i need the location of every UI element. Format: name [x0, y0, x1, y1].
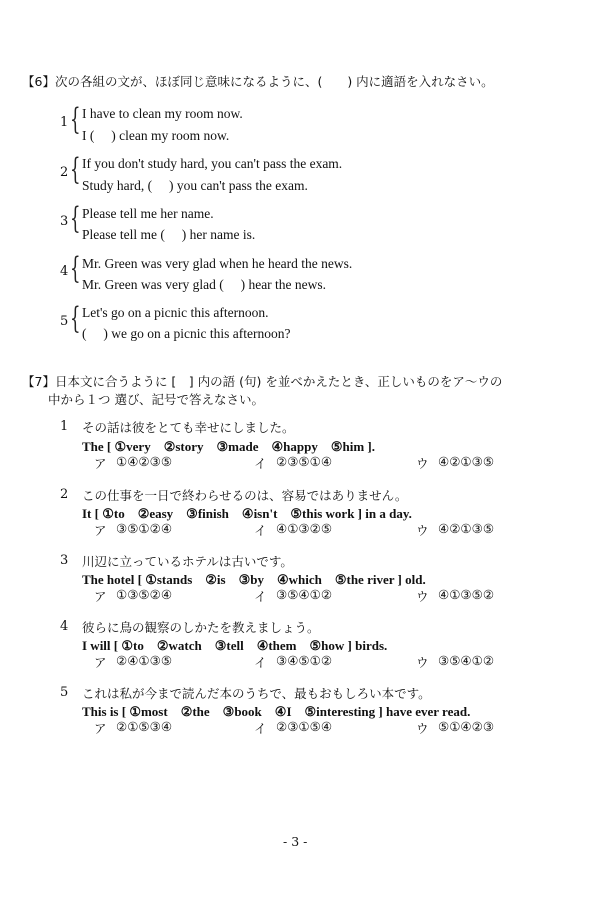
- sentence-b: I ( ) clean my room now.: [82, 128, 230, 143]
- choice-u-label: ウ: [416, 456, 429, 471]
- japanese-sentence: その話は彼をとても幸せにしました。: [82, 420, 295, 435]
- sentence-b: Study hard, ( ) you can't pass the exam.: [82, 178, 308, 193]
- word-order-prompt: The [ ①very ②story ③made ④happy ⑤him ].: [82, 439, 375, 454]
- choice-u-sequence: ⑤①④②③: [438, 719, 495, 734]
- section-7-heading-line-1: 【7】日本文に合うように [ ] 内の語 (句) を並べかえたとき、正しいものをア〜ウの: [22, 374, 503, 389]
- word-order-prompt: I will [ ①to ②watch ③tell ④them ⑤how ] birds.: [82, 638, 388, 653]
- choice-a-label: ア: [94, 721, 107, 736]
- sentence-a: I have to clean my room now.: [82, 106, 243, 121]
- choice-u-sequence: ④②①③⑤: [438, 454, 495, 469]
- choice-i-label: イ: [254, 523, 267, 538]
- question-number: 2: [60, 487, 69, 502]
- choice-u-label: ウ: [416, 655, 429, 670]
- page-number: - 3 -: [283, 834, 308, 849]
- sentence-b: Please tell me ( ) her name is.: [82, 227, 256, 242]
- sentence-a: Mr. Green was very glad when he heard the news.: [82, 256, 353, 271]
- brace-icon: {: [70, 251, 81, 286]
- brace-icon: {: [70, 102, 81, 137]
- item-number: 4: [60, 264, 69, 279]
- japanese-sentence: 彼らに鳥の観察のしかたを教えましょう。: [82, 620, 320, 635]
- question-number: 5: [60, 685, 69, 700]
- brace-icon: {: [70, 152, 81, 187]
- item-number: 2: [60, 165, 69, 180]
- choice-a-label: ア: [94, 456, 107, 471]
- choice-i-sequence: ②③①⑤④: [276, 719, 333, 734]
- brace-icon: {: [70, 301, 81, 336]
- item-number: 1: [60, 115, 69, 130]
- sentence-b: ( ) we go on a picnic this afternoon?: [82, 326, 291, 341]
- choice-a-sequence: ①④②③⑤: [116, 454, 173, 469]
- choice-u-sequence: ④②①③⑤: [438, 521, 495, 536]
- choice-u-sequence: ④①③⑤②: [438, 587, 495, 602]
- choice-a-label: ア: [94, 655, 107, 670]
- sentence-a: If you don't study hard, you can't pass the exam.: [82, 156, 343, 171]
- choice-i-label: イ: [254, 721, 267, 736]
- choice-i-sequence: ④①③②⑤: [276, 521, 333, 536]
- choice-u-label: ウ: [416, 523, 429, 538]
- choice-a-sequence: ②④①③⑤: [116, 653, 173, 668]
- brace-icon: {: [70, 201, 81, 236]
- item-number: 5: [60, 314, 69, 329]
- item-number: 3: [60, 214, 69, 229]
- choice-i-label: イ: [254, 589, 267, 604]
- choice-a-sequence: ①③⑤②④: [116, 587, 173, 602]
- choice-i-sequence: ③④⑤①②: [276, 653, 333, 668]
- sentence-a: Please tell me her name.: [82, 206, 214, 221]
- sentence-b: Mr. Green was very glad ( ) hear the news.: [82, 277, 327, 292]
- choice-a-label: ア: [94, 523, 107, 538]
- question-number: 4: [60, 619, 69, 634]
- choice-i-label: イ: [254, 655, 267, 670]
- choice-a-sequence: ②①⑤③④: [116, 719, 173, 734]
- japanese-sentence: この仕事を一日で終わらせるのは、容易ではありません。: [82, 488, 408, 503]
- choice-i-sequence: ②③⑤①④: [276, 454, 333, 469]
- word-order-prompt: The hotel [ ①stands ②is ③by ④which ⑤the river ] old.: [82, 572, 426, 587]
- choice-u-label: ウ: [416, 589, 429, 604]
- choice-u-label: ウ: [416, 721, 429, 736]
- choice-i-label: イ: [254, 456, 267, 471]
- word-order-prompt: This is [ ①most ②the ③book ④I ⑤interesting ] have ever read.: [82, 704, 471, 719]
- choice-a-label: ア: [94, 589, 107, 604]
- choice-u-sequence: ③⑤④①②: [438, 653, 495, 668]
- section-6-heading: 【6】次の各組の文が、ほぼ同じ意味になるように、( ) 内に適語を入れなさい。: [22, 74, 494, 89]
- japanese-sentence: これは私が今まで読んだ本のうちで、最もおもしろい本です。: [82, 686, 431, 701]
- japanese-sentence: 川辺に立っているホテルは古いです。: [82, 554, 293, 569]
- question-number: 1: [60, 419, 69, 434]
- question-number: 3: [60, 553, 69, 568]
- choice-i-sequence: ③⑤④①②: [276, 587, 333, 602]
- choice-a-sequence: ③⑤①②④: [116, 521, 173, 536]
- section-7-heading-line-2: 中から１つ 選び、記号で答えなさい。: [48, 392, 264, 407]
- sentence-a: Let's go on a picnic this afternoon.: [82, 305, 269, 320]
- word-order-prompt: It [ ①to ②easy ③finish ④isn't ⑤this work ] in a day.: [82, 506, 412, 521]
